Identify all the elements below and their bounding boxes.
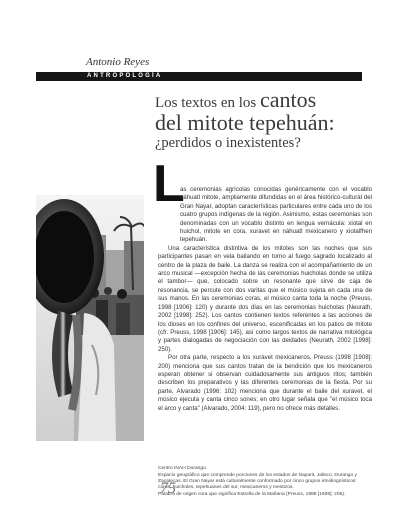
title-line-3: ¿perdidos o inexistentes? xyxy=(155,135,301,151)
paragraph-2: Una característica distintiva de los mitotes son las noches que sus participantes pasan en vela bailando en torno al fuego sagrado localizado al centro de la plaza de baile. La danza se realiza con el acompañamiento de un arco musical —excepción hecha de las ceremonias huicholas donde se utiliza el tambor— que, colocado sobre un resonante que sirve de caja de resonancia, se percute con dos varitas que el músico sujeta en cada una de sus manos. En las ceremonias coras, el músico canta toda la noche (Preuss, 1998 [1906]: 120) y durante dos días en las ceremonias huicholas (Neurath, 2002 [1998]: 252). Los cantos contienen textos referentes a las acciones de los dioses en los confines del universo, escenificadas en los patios de mitote (cfr. Preuss, 1998 [1906]: 145), así como largos textos de narrativa mitológica y partes dialogadas de negociación con las deidades (Neurath, 2002 [1998]: 250). xyxy=(158,244,372,353)
title-line-2: del mitote tepehuán: xyxy=(155,110,335,135)
footnote-2: Espacio geográfico que comprende porciones de los estados de Nayarit, Jalisco, Durango y Zacatecas. El Gran Nayar está culturalmente conformado por cinco grupos etnolingüísticos: coras, huicholes, tepehuanes del sur, mexicaneros y mestizos. xyxy=(158,472,357,491)
page-number: 75 xyxy=(160,480,176,497)
paragraph-3: Por otra parte, respecto a los xuravet mexicaneros, Preuss (1998 [1908]: 200) menciona que sus cantos tratan de la bendición que los mexicaneros esperan obtener si observan cuidadosamente sus antiguos ritos; también describen los preparativos y las diferentes ceremonias de la fiesta. Por su parte, Alvarado (1996: 102) menciona que durante el baile del xuravet, el músico ejecuta y canta cinco sones; en otro lugar señala que "el músico toca el arco y canta" (Alvarado, 2004: 119), pero no ofrece más detalles. xyxy=(158,354,372,412)
paragraph-1: as ceremonias agrícolas conocidas genéricamente con el vocablo náhuatl mitote, ampliamente difundidas en el área histórico-cultural del Gran Nayar, adoptan características particulares entre cada uno de los cuatro grupos indígenas de la región. Asimismo, estas ceremonias son denominadas con un vocablo distinto en lengua vernácula: xiotal en huichol, mitote en cora, xuravet en náhuatl mexicanero y xiotalfhen tepehuán. xyxy=(180,186,372,244)
title-line-1-prefix: Los textos en los xyxy=(155,95,257,111)
section-label: ANTROPOLOGÍA xyxy=(36,72,362,81)
article-title xyxy=(155,89,370,151)
footnote-1: Centro INAH Durango. xyxy=(158,466,208,471)
author-name: Antonio Reyes xyxy=(86,56,150,68)
article-body xyxy=(158,186,372,413)
footnotes xyxy=(158,466,370,499)
title-line-1-emphasis: cantos xyxy=(260,87,317,112)
tuba-player-photo-image xyxy=(36,195,144,441)
footnote-3: Palabra de origen cora que significa Estrella de la Mañana (Preuss, 1998 [1908]: 206). xyxy=(158,491,346,497)
drop-cap: L xyxy=(153,155,185,213)
title-line-1 xyxy=(155,89,370,111)
festival-photo xyxy=(36,195,144,441)
